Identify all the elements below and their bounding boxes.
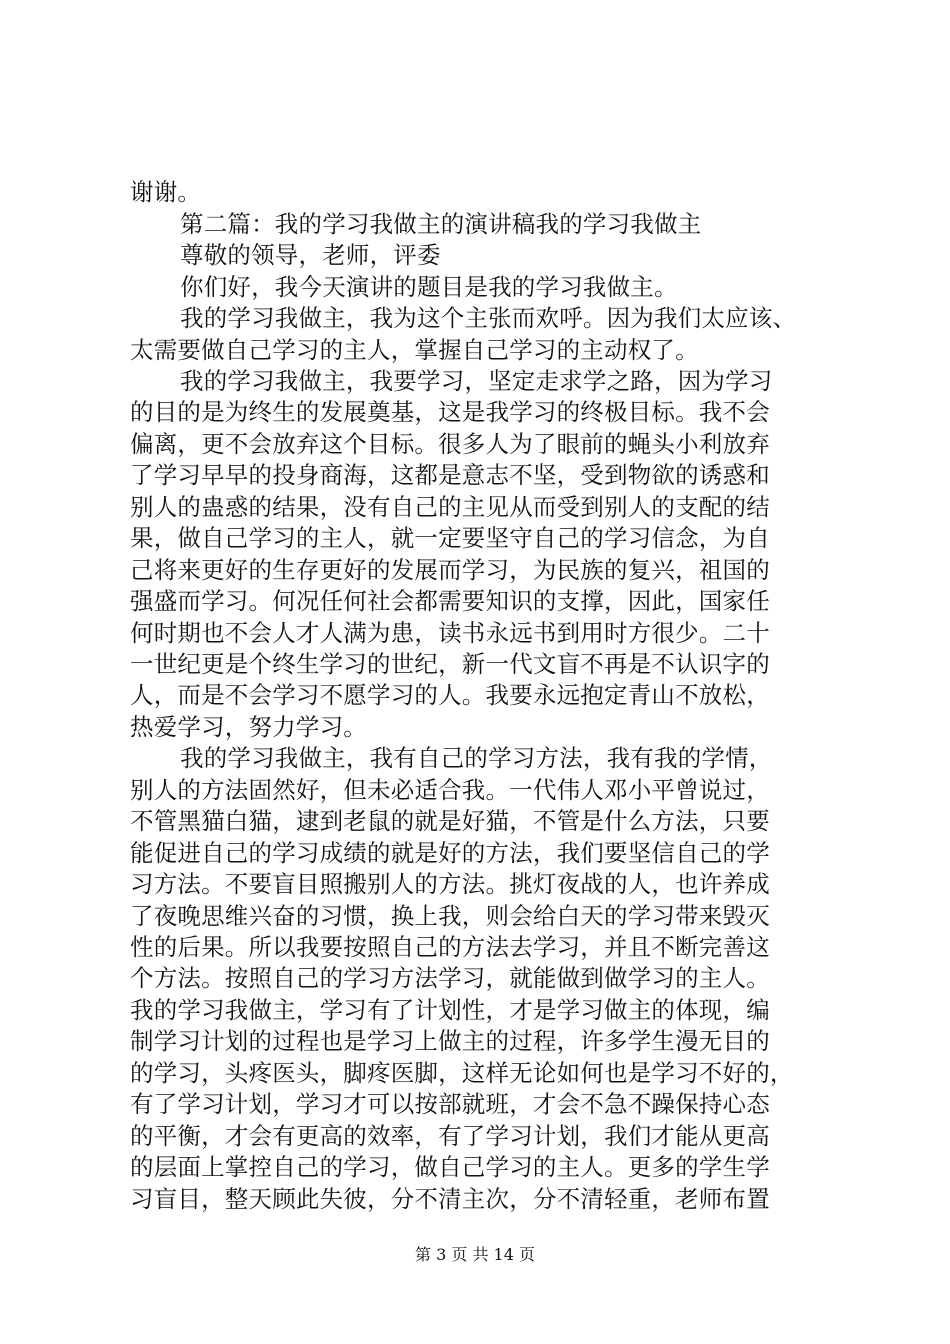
text-line: 不管黑猫白猫，逮到老鼠的就是好猫，不管是什么方法，只要: [130, 807, 770, 835]
text-line: 偏离，更不会放弃这个目标。很多人为了眼前的蝇头小利放弃: [130, 430, 770, 458]
text-line: 习方法。不要盲目照搬别人的方法。挑灯夜战的人，也许养成: [130, 870, 770, 898]
text-line: 别人的蛊惑的结果，没有自己的主见从而受到别人的支配的结: [130, 493, 770, 521]
text-line: 有了学习计划，学习才可以按部就班，才会不急不躁保持心态: [130, 1090, 770, 1118]
text-line: 我的学习我做主，我要学习，坚定走求学之路，因为学习: [180, 367, 773, 395]
salutation-line: 尊敬的领导，老师，评委: [180, 241, 441, 269]
text-line: 我的学习我做主，学习有了计划性，才是学习做主的体现，编: [130, 996, 770, 1024]
page-number-footer: 第 3 页 共 14 页: [415, 1245, 535, 1264]
text-line: 性的后果。所以我要按照自己的方法去学习，并且不断完善这: [130, 933, 770, 961]
text-line: 强盛而学习。何况任何社会都需要知识的支撑，因此，国家任: [130, 587, 770, 615]
text-line: 制学习计划的过程也是学习上做主的过程，许多学生漫无目的: [130, 1027, 770, 1055]
text-line: 我的学习我做主，我为这个主张而欢呼。因为我们太应该、: [180, 304, 797, 332]
text-line: 人，而是不会学习不愿学习的人。我要永远抱定青山不放松，: [130, 681, 770, 709]
text-line: 热爱学习，努力学习。: [130, 713, 367, 741]
text-line: 我的学习我做主，我有自己的学习方法，我有我的学情，: [180, 744, 773, 772]
text-line: 别人的方法固然好，但未必适合我。一代伟人邓小平曾说过，: [130, 776, 770, 804]
text-line: 一世纪更是个终生学习的世纪，新一代文盲不再是不认识字的: [130, 650, 770, 678]
greeting-line: 你们好，我今天演讲的题目是我的学习我做主。: [180, 273, 678, 301]
text-line: 何时期也不会人才人满为患，读书永远书到用时方很少。二十: [130, 619, 770, 647]
text-line: 的层面上掌控自己的学习，做自己学习的主人。更多的学生学: [130, 1153, 770, 1181]
text-line: 谢谢。: [130, 178, 202, 206]
text-line: 的目的是为终生的发展奠基，这是我学习的终极目标。我不会: [130, 398, 770, 426]
text-line: 了学习早早的投身商海，这都是意志不坚，受到物欲的诱惑和: [130, 461, 770, 489]
text-line: 能促进自己的学习成绩的就是好的方法，我们要坚信自己的学: [130, 839, 770, 867]
text-line: 太需要做自己学习的主人，掌握自己学习的主动权了。: [130, 336, 699, 364]
text-line: 习盲目，整天顾此失彼，分不清主次，分不清轻重，老师布置: [130, 1185, 770, 1213]
text-line: 果，做自己学习的主人，就一定要坚守自己的学习信念，为自: [130, 524, 770, 552]
text-line: 的平衡，才会有更高的效率，有了学习计划，我们才能从更高: [130, 1122, 770, 1150]
text-line: 了夜晚思维兴奋的习惯，换上我，则会给白天的学习带来毁灭: [130, 902, 770, 930]
text-line: 的学习，头疼医头，脚疼医脚，这样无论如何也是学习不好的，: [130, 1059, 794, 1087]
section-heading: 第二篇：我的学习我做主的演讲稿我的学习我做主: [180, 210, 702, 238]
text-line: 己将来更好的生存更好的发展而学习，为民族的复兴，祖国的: [130, 556, 770, 584]
text-line: 个方法。按照自己的学习方法学习，就能做到做学习的主人。: [130, 964, 770, 992]
